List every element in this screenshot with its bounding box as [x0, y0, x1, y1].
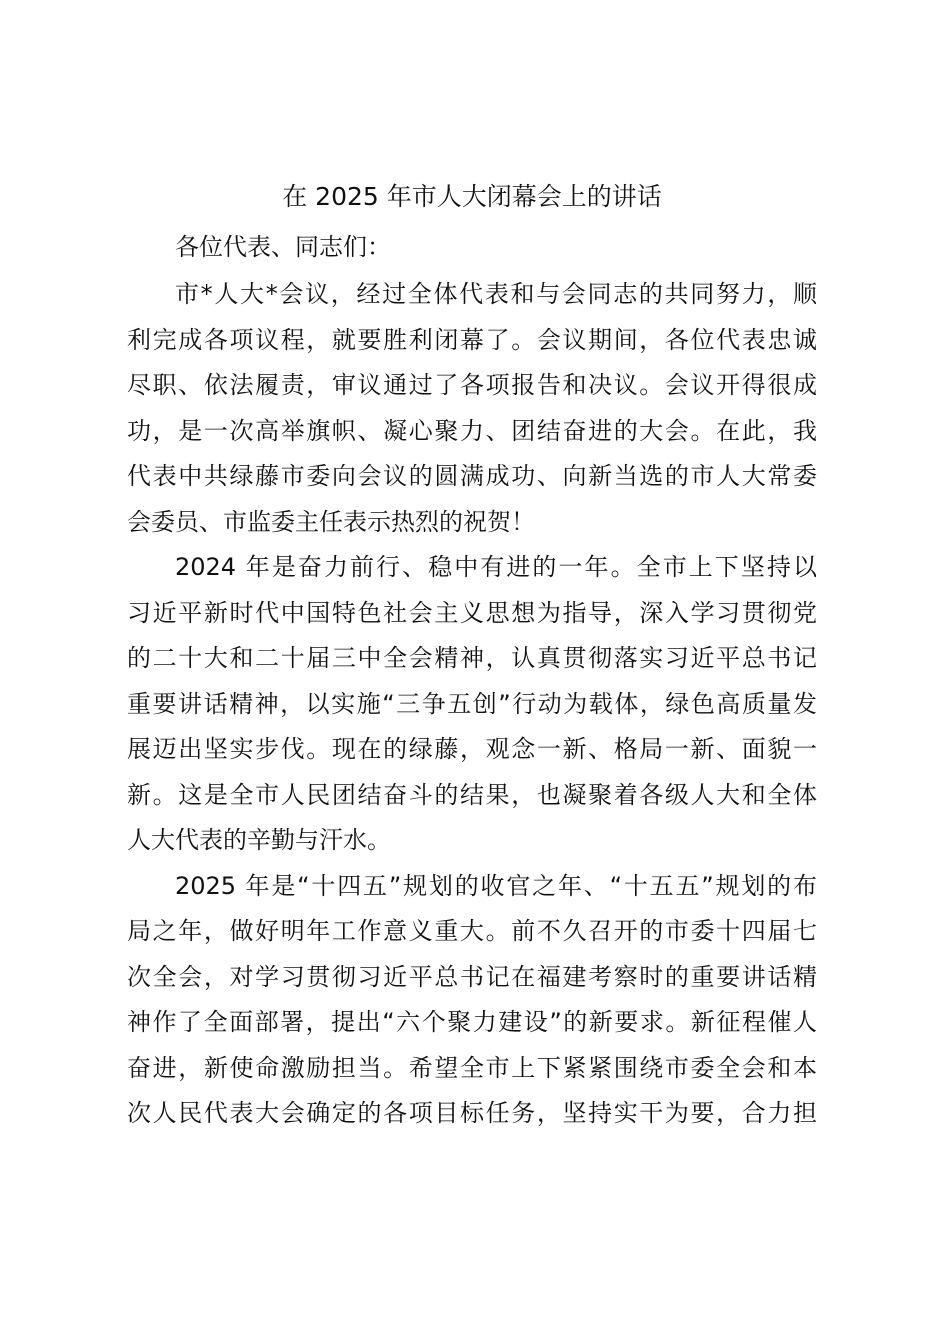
paragraph-line: 人大代表的辛勤与汗水。	[127, 826, 391, 854]
paragraph-line: 利完成各项议程，就要胜利闭幕了。会议期间，各位代表忠诚	[127, 325, 817, 354]
salutation: 各位代表、同志们：	[175, 233, 391, 261]
paragraph-line: 次全会，对学习贯彻习近平总书记在福建考察时的重要讲话精	[127, 962, 817, 991]
paragraph-3	[127, 864, 817, 1137]
paragraph-1	[127, 272, 817, 545]
paragraph-line: 习近平新时代中国特色社会主义思想为指导，深入学习贯彻党	[127, 598, 817, 627]
paragraph-line: 市*人大*会议，经过全体代表和与会同志的共同努力，顺	[175, 280, 817, 308]
paragraph-line: 神作了全面部署，提出“六个聚力建设”的新要求。新征程催人	[127, 1008, 817, 1036]
paragraph-line: 局之年，做好明年工作意义重大。前不久召开的市委十四届七	[127, 917, 817, 945]
document-page	[127, 172, 817, 1137]
paragraph-line: 代表中共绿藤市委向会议的圆满成功、向新当选的市人大常委	[127, 462, 817, 490]
paragraph-line: 次人民代表大会确定的各项目标任务，坚持实干为要，合力担	[127, 1099, 817, 1127]
paragraph-line: 奋进，新使命激励担当。希望全市上下紧紧围绕市委全会和本	[127, 1053, 817, 1082]
paragraph-line: 功，是一次高举旗帜、凝心聚力、团结奋进的大会。在此，我	[127, 416, 817, 445]
paragraph-line: 展迈出坚实步伐。现在的绿藤，观念一新、格局一新、面貌一	[127, 735, 817, 763]
paragraph-line: 新。这是全市人民团结奋斗的结果，也凝聚着各级人大和全体	[127, 780, 817, 809]
paragraph-line: 2025 年是“十四五”规划的收官之年、“十五五”规划的布	[175, 871, 817, 900]
paragraph-line: 2024 年是奋力前行、稳中有进的一年。全市上下坚持以	[175, 553, 817, 581]
document-title: 在 2025 年市人大闭幕会上的讲话	[282, 182, 662, 211]
paragraph-line: 尽职、依法履责，审议通过了各项报告和决议。会议开得很成	[127, 371, 817, 399]
paragraph-2	[127, 545, 817, 864]
paragraph-line: 的二十大和二十届三中全会精神，认真贯彻落实习近平总书记	[127, 644, 817, 672]
paragraph-line: 会委员、市监委主任表示热烈的祝贺！	[127, 507, 535, 536]
paragraph-line: 重要讲话精神，以实施“三争五创”行动为载体，绿色高质量发	[127, 689, 817, 718]
